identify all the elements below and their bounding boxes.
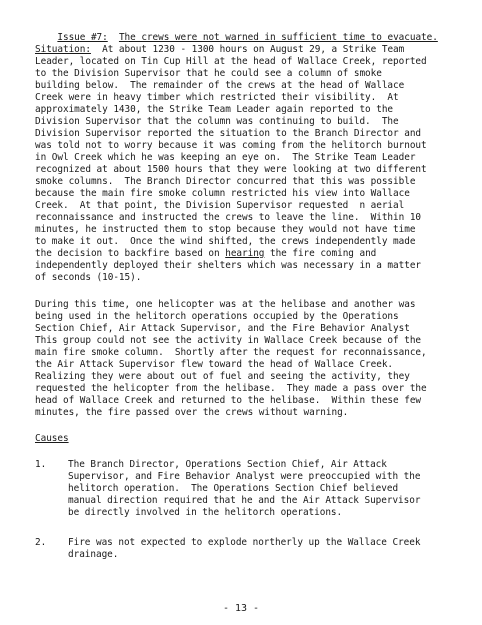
situation-line-7: Division Supervisor reported the situation to the Branch Director and xyxy=(35,128,422,139)
paragraph2-line-9: minutes, the fire passed over the crews without warning. xyxy=(35,407,349,418)
situation-line-1: Leader, located on Tin Cup Hill at the head of Wallace Creek, reported xyxy=(35,56,427,67)
cause-1-line-4: be directly involved in the helitorch operations. xyxy=(68,507,343,518)
paragraph2-line-5: the Air Attack Supervisor flew toward the head of Wallace Creek. xyxy=(35,359,394,370)
cause-number-2: 2. xyxy=(35,537,47,548)
paragraph2-line-6: Realizing they were about out of fuel and seeing the activity, they xyxy=(35,371,410,382)
situation-line-6: Division Supervisor that the column was continuing to build. The xyxy=(35,116,399,127)
situation-line-4: Creek were in heavy timber which restricted their visibility. At xyxy=(35,92,399,103)
situation-line-10: recognized at about 1500 hours that they were looking at two different xyxy=(35,164,427,175)
cause-1-line-2: helitorch operation. The Operations Section Chief believed xyxy=(68,483,399,494)
issue-title: The crews were not warned in sufficient time to evacuate. xyxy=(118,32,438,43)
paragraph2-line-4: main fire smoke column. Shortly after the request for reconnaissance, xyxy=(35,347,427,358)
causes-heading: Causes xyxy=(35,433,69,444)
situation-line-9: in Owl Creek which he was keeping an eye on. The Strike Team Leader xyxy=(35,152,416,163)
situation-line-18: independently deployed their shelters which was necessary in a matter xyxy=(35,260,422,271)
situation-line-12: because the main fire smoke column restricted his view into Wallace xyxy=(35,188,410,199)
cause-1-line-1: Supervisor, and Fire Behavior Analyst were preoccupied with the xyxy=(68,471,421,482)
paragraph2-line-3: This group could not see the activity in Wallace Creek because of the xyxy=(35,335,422,346)
cause-number-1: 1. xyxy=(35,459,47,470)
issue-label: Issue #7: xyxy=(57,32,108,43)
paragraph2-line-8: head of Wallace Creek and returned to the helibase. Within these few xyxy=(35,395,422,406)
situation-heading: Situation: xyxy=(35,44,91,55)
situation-line-5: approximately 1430, the Strike Team Leader again reported to the xyxy=(35,104,394,115)
paragraph2-line-7: requested the helicopter from the helibase. They made a pass over the xyxy=(35,383,427,394)
situation-line-15: minutes, he instructed them to stop because they would not have time xyxy=(35,224,416,235)
situation-line-16: to make it out. Once the wind shifted, the crews independently made xyxy=(35,236,416,247)
paragraph2-line-0: During this time, one helicopter was at the helibase and another was xyxy=(35,299,416,310)
cause-1-line-0: The Branch Director, Operations Section Chief, Air Attack xyxy=(68,459,387,470)
page-number: - 13 - xyxy=(222,603,260,614)
situation-line-11: smoke columns. The Branch Director concurred that this was possible xyxy=(35,176,416,187)
situation-line-0: Situation: At about 1230 - 1300 hours on August 29, a Strike Team xyxy=(35,44,405,55)
cause-2-line-0: Fire was not expected to explode northerly up the Wallace Creek xyxy=(68,537,421,548)
situation-line-8: was told not to worry because it was coming from the helitorch burnout xyxy=(35,140,427,151)
situation-line-17: the decision to backfire based on hearing the fire coming and xyxy=(35,248,377,259)
cause-1-line-3: manual direction required that he and the Air Attack Supervisor xyxy=(68,495,421,506)
situation-line-19: of seconds (10-15). xyxy=(35,272,142,283)
situation-line-14: reconnaissance and instructed the crews to leave the line. Within 10 xyxy=(35,212,422,223)
situation-line-3: building below. The remainder of the crews at the head of Wallace xyxy=(35,80,405,91)
paragraph2-line-1: being used in the helitorch operations occupied by the Operations xyxy=(35,311,399,322)
situation-line-2: to the Division Supervisor that he could see a column of smoke xyxy=(35,68,382,79)
situation-line-13: Creek. At that point, the Division Supervisor requested n aerial xyxy=(35,200,405,211)
hearing-word: hearing xyxy=(225,248,265,259)
paragraph2-line-2: Section Chief, Air Attack Supervisor, and the Fire Behavior Analyst xyxy=(35,323,410,334)
cause-2-line-1: drainage. xyxy=(68,549,119,560)
